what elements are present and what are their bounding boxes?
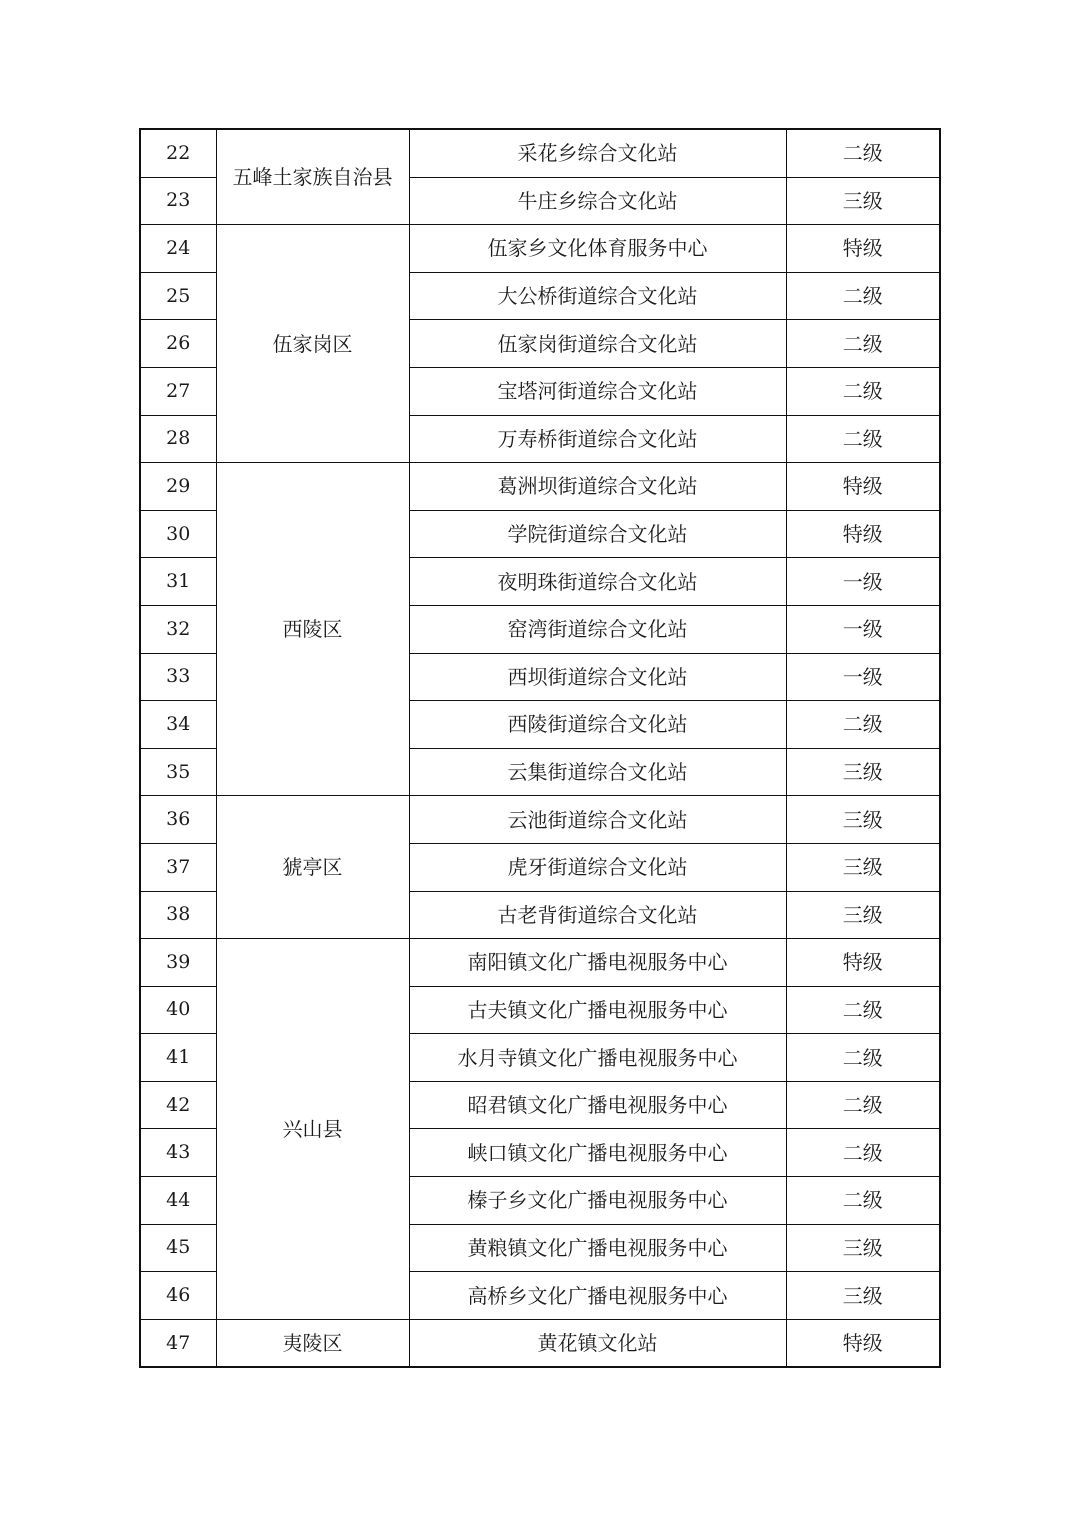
level-cell: 一级 [786,558,940,606]
row-number-cell: 26 [140,320,216,368]
district-cell: 猇亭区 [216,796,409,939]
station-name-cell: 西坝街道综合文化站 [409,653,786,701]
row-number-cell: 31 [140,558,216,606]
row-number-cell: 30 [140,510,216,558]
level-cell: 三级 [786,843,940,891]
level-cell: 特级 [786,225,940,273]
level-cell: 二级 [786,129,940,177]
row-number-cell: 25 [140,272,216,320]
table-body [140,129,940,1367]
station-name-cell: 伍家乡文化体育服务中心 [409,225,786,273]
level-cell: 二级 [786,701,940,749]
level-cell: 特级 [786,510,940,558]
row-number-cell: 46 [140,1272,216,1320]
row-number-cell: 24 [140,225,216,273]
row-number-cell: 45 [140,1224,216,1272]
row-number-cell: 43 [140,1129,216,1177]
table-row [140,796,940,844]
level-cell: 三级 [786,796,940,844]
level-cell: 二级 [786,986,940,1034]
table-row [140,463,940,511]
row-number-cell: 37 [140,843,216,891]
row-number-cell: 28 [140,415,216,463]
station-name-cell: 黄粮镇文化广播电视服务中心 [409,1224,786,1272]
district-cell: 兴山县 [216,939,409,1320]
row-number-cell: 27 [140,367,216,415]
station-name-cell: 古老背街道综合文化站 [409,891,786,939]
station-name-cell: 昭君镇文化广播电视服务中心 [409,1081,786,1129]
row-number-cell: 34 [140,701,216,749]
row-number-cell: 41 [140,1034,216,1082]
station-name-cell: 学院街道综合文化站 [409,510,786,558]
row-number-cell: 23 [140,177,216,225]
row-number-cell: 22 [140,129,216,177]
row-number-cell: 42 [140,1081,216,1129]
level-cell: 三级 [786,748,940,796]
station-name-cell: 大公桥街道综合文化站 [409,272,786,320]
station-name-cell: 云集街道综合文化站 [409,748,786,796]
station-name-cell: 古夫镇文化广播电视服务中心 [409,986,786,1034]
district-cell: 西陵区 [216,463,409,796]
level-cell: 三级 [786,1272,940,1320]
station-name-cell: 云池街道综合文化站 [409,796,786,844]
level-cell: 二级 [786,415,940,463]
station-name-cell: 伍家岗街道综合文化站 [409,320,786,368]
level-cell: 三级 [786,1224,940,1272]
level-cell: 二级 [786,1177,940,1225]
station-name-cell: 南阳镇文化广播电视服务中心 [409,939,786,987]
station-name-cell: 夜明珠街道综合文化站 [409,558,786,606]
station-name-cell: 宝塔河街道综合文化站 [409,367,786,415]
station-name-cell: 牛庄乡综合文化站 [409,177,786,225]
district-cell: 五峰土家族自治县 [216,129,409,225]
district-cell: 夷陵区 [216,1319,409,1367]
row-number-cell: 36 [140,796,216,844]
level-cell: 二级 [786,320,940,368]
station-name-cell: 水月寺镇文化广播电视服务中心 [409,1034,786,1082]
station-name-cell: 高桥乡文化广播电视服务中心 [409,1272,786,1320]
station-name-cell: 虎牙街道综合文化站 [409,843,786,891]
table-row [140,225,940,273]
level-cell: 二级 [786,1129,940,1177]
row-number-cell: 47 [140,1319,216,1367]
level-cell: 二级 [786,272,940,320]
station-name-cell: 万寿桥街道综合文化站 [409,415,786,463]
station-name-cell: 峡口镇文化广播电视服务中心 [409,1129,786,1177]
station-name-cell: 黄花镇文化站 [409,1319,786,1367]
row-number-cell: 32 [140,605,216,653]
station-name-cell: 采花乡综合文化站 [409,129,786,177]
row-number-cell: 39 [140,939,216,987]
level-cell: 一级 [786,605,940,653]
culture-station-table [139,128,941,1368]
row-number-cell: 33 [140,653,216,701]
level-cell: 三级 [786,177,940,225]
station-name-cell: 葛洲坝街道综合文化站 [409,463,786,511]
district-cell: 伍家岗区 [216,225,409,463]
station-name-cell: 窑湾街道综合文化站 [409,605,786,653]
level-cell: 二级 [786,1081,940,1129]
level-cell: 二级 [786,1034,940,1082]
station-name-cell: 榛子乡文化广播电视服务中心 [409,1177,786,1225]
row-number-cell: 40 [140,986,216,1034]
table-row [140,129,940,177]
table-row [140,1319,940,1367]
level-cell: 三级 [786,891,940,939]
level-cell: 特级 [786,1319,940,1367]
level-cell: 二级 [786,367,940,415]
level-cell: 特级 [786,939,940,987]
table-row [140,939,940,987]
station-name-cell: 西陵街道综合文化站 [409,701,786,749]
row-number-cell: 35 [140,748,216,796]
level-cell: 一级 [786,653,940,701]
row-number-cell: 44 [140,1177,216,1225]
level-cell: 特级 [786,463,940,511]
row-number-cell: 38 [140,891,216,939]
row-number-cell: 29 [140,463,216,511]
